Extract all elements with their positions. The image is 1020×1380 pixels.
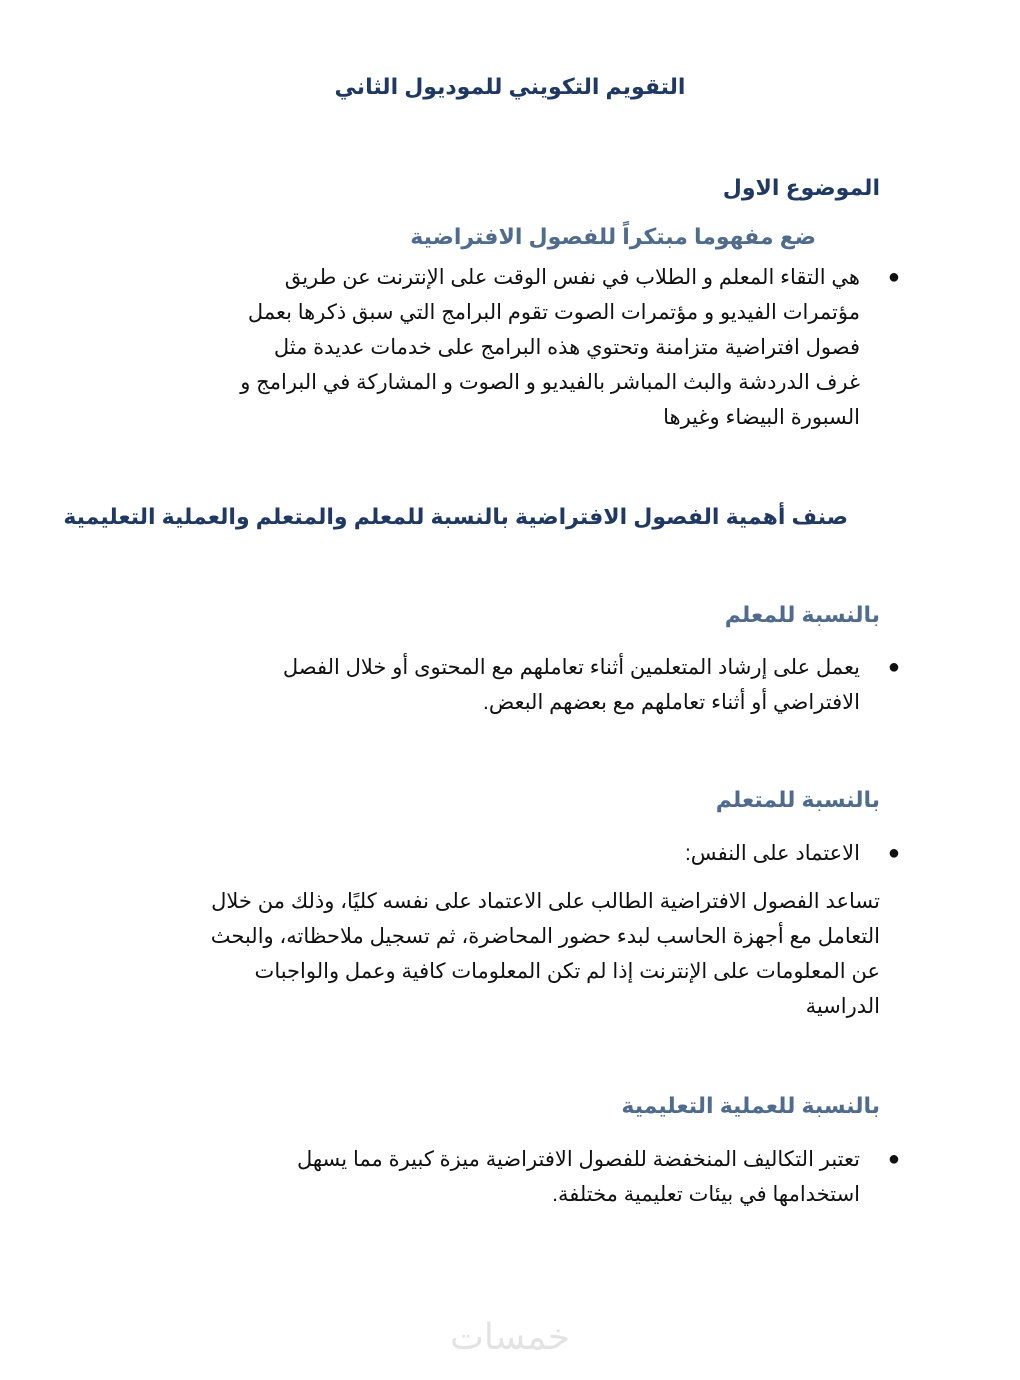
concept-line: السبورة البيضاء وغيرها [663, 406, 860, 429]
concept-line: فصول افتراضية متزامنة وتحتوي هذه البرامج على خدمات عديدة مثل [273, 336, 860, 359]
learner-heading: بالنسبة للمتعلم [715, 787, 880, 812]
concept-line: غرف الدردشة والبث المباشر بالفيديو و الصوت و المشاركة في البرامج و [240, 371, 860, 394]
process-heading: بالنسبة للعملية التعليمية [621, 1093, 880, 1118]
learner-paragraph [150, 884, 880, 1024]
learner-bullet-text: الاعتماد على النفس: [684, 842, 860, 865]
concept-bullet [240, 260, 900, 435]
learner-bullet [684, 836, 900, 871]
teacher-line: يعمل على إرشاد المتعلمين أثناء تعاملهم مع المحتوى أو خلال الفصل [282, 656, 860, 679]
document-title: التقويم التكويني للموديول الثاني [334, 74, 686, 99]
concept-line: هي التقاء المعلم و الطلاب في نفس الوقت على الإنترنت عن طريق [284, 266, 860, 289]
bullet-icon: ● [887, 266, 900, 288]
classify-heading: صنف أهمية الفصول الافتراضية بالنسبة للمعلم والمتعلم والعملية التعليمية [63, 504, 848, 529]
bullet-icon: ● [887, 656, 900, 678]
process-line: استخدامها في بيئات تعليمية مختلفة. [552, 1183, 860, 1206]
topic-heading: الموضوع الاول [722, 175, 880, 200]
learner-para-line: عن المعلومات على الإنترنت إذا لم تكن المعلومات كافية وعمل والواجبات [254, 960, 880, 983]
teacher-heading: بالنسبة للمعلم [724, 602, 880, 627]
process-line: تعتبر التكاليف المنخفضة للفصول الافتراضية ميزة كبيرة مما يسهل [296, 1148, 860, 1171]
bullet-icon: ● [887, 1148, 900, 1170]
bullet-icon: ● [887, 842, 900, 864]
learner-para-line: التعامل مع أجهزة الحاسب لبدء حضور المحاضرة، ثم تسجيل ملاحظاته، والبحث [210, 925, 880, 948]
khamsat-watermark: خمسات [449, 1316, 571, 1357]
concept-line: مؤتمرات الفيديو و مؤتمرات الصوت تقوم البرامج التي سبق ذكرها بعمل [247, 301, 860, 324]
learner-para-line: تساعد الفصول الافتراضية الطالب على الاعتماد على نفسه كليًا، وذلك من خلال [211, 890, 880, 913]
teacher-bullet [282, 650, 900, 720]
teacher-line: الافتراضي أو أثناء تعاملهم مع بعضهم البعض. [483, 691, 860, 714]
process-bullet [296, 1142, 900, 1212]
concept-heading: ضع مفهوما مبتكراً للفصول الافتراضية [410, 224, 816, 249]
learner-para-line: الدراسية [805, 995, 880, 1018]
